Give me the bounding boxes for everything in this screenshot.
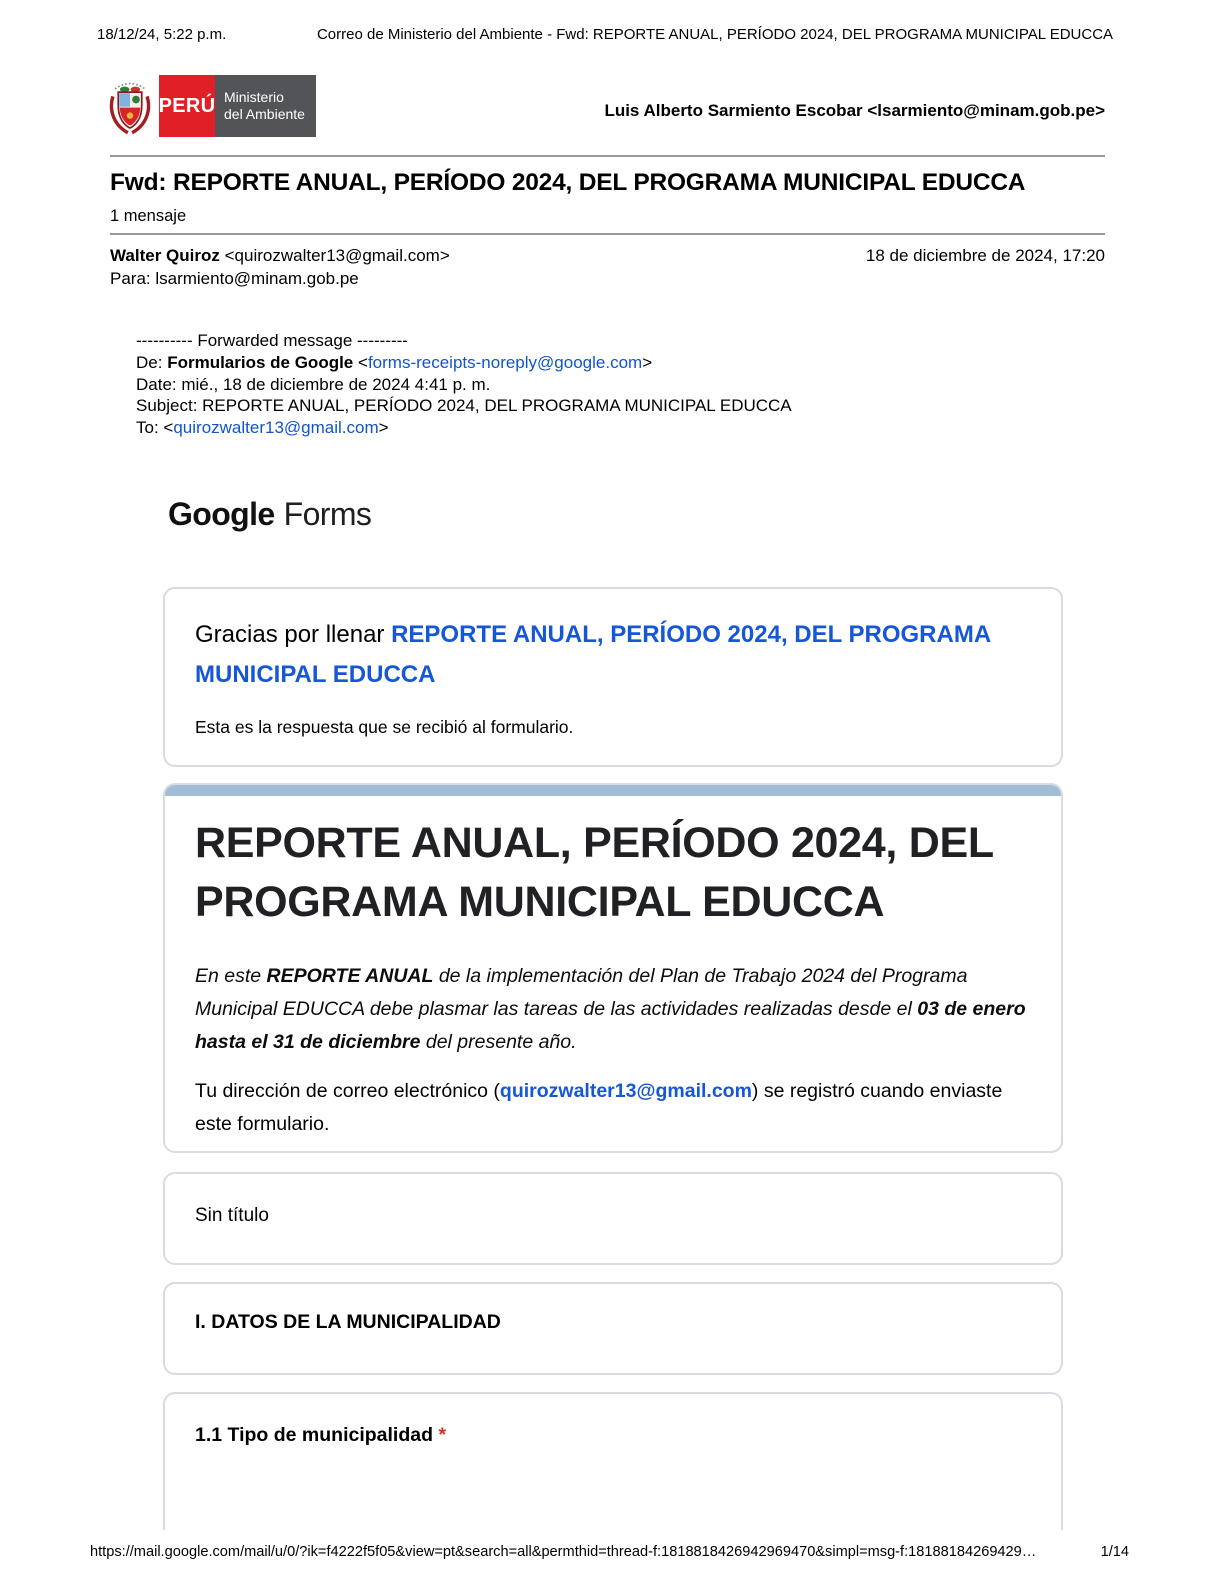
peru-flag-label: PERÚ	[159, 75, 215, 137]
divider	[110, 155, 1105, 157]
message-count: 1 mensaje	[110, 207, 187, 225]
bracket: >	[378, 418, 389, 438]
footer-url: https://mail.google.com/mail/u/0/?ik=f4222f5f05&view=pt&search=all&permthid=thread-f:1818818426942969470&simpl=msg-f:18188184269429…	[90, 1544, 1037, 1560]
forwarded-from-email-link[interactable]: forms-receipts-noreply@google.com	[367, 352, 643, 372]
email-note-seg: Tu dirección de correo electrónico (	[195, 1080, 500, 1102]
untitled-card	[163, 1172, 1063, 1265]
desc-seg: del presente año.	[420, 1031, 577, 1053]
bracket: <	[163, 418, 174, 438]
desc-seg-bold: 03 de enero hasta el 31 de diciembre	[195, 998, 1026, 1053]
required-asterisk: *	[438, 1424, 447, 1446]
sent-date: 18 de diciembre de 2024, 17:20	[865, 246, 1105, 265]
ministry-name	[215, 75, 316, 137]
forwarded-from-line	[136, 352, 792, 374]
sender	[110, 246, 450, 266]
forwarded-to-line	[136, 417, 792, 439]
mailbox-owner: Luis Alberto Sarmiento Escobar <lsarmiento@minam.gob.pe>	[604, 101, 1105, 120]
forwarded-to-email-link[interactable]: quirozwalter13@gmail.com	[173, 418, 379, 438]
thanks-intro: Gracias por llenar	[195, 621, 392, 648]
sender-email: <quirozwalter13@gmail.com>	[219, 246, 450, 265]
section-card	[163, 1282, 1063, 1375]
form-card	[163, 783, 1063, 1153]
untitled-label: Sin título	[195, 1205, 269, 1226]
thread-subject: Fwd: REPORTE ANUAL, PERÍODO 2024, DEL PROGRAMA MUNICIPAL EDUCCA	[110, 169, 1026, 196]
form-description	[195, 960, 1031, 1059]
forwarded-date-line: Date: mié., 18 de diciembre de 2024 4:41 p. m.	[136, 374, 491, 394]
recipient-line: Para: lsarmiento@minam.gob.pe	[110, 269, 359, 288]
minam-logo	[105, 75, 316, 137]
bracket: <	[353, 352, 368, 372]
form-title-link[interactable]: REPORTE ANUAL, PERÍODO 2024, DEL PROGRAMA MUNICIPAL EDUCCA	[195, 621, 991, 688]
desc-seg: de la implementación del Plan de Trabajo 2024 del Programa Municipal EDUCCA debe plasmar las tareas de las actividades realizadas desde el	[195, 965, 968, 1020]
print-title: Correo de Ministerio del Ambiente - Fwd: REPORTE ANUAL, PERÍODO 2024, DEL PROGRAMA MUNICIPAL EDUCCA	[316, 26, 1114, 43]
divider	[110, 233, 1105, 235]
desc-seg-bold: REPORTE ANUAL	[266, 965, 434, 987]
forwarded-separator: ---------- Forwarded message ---------	[136, 331, 408, 350]
ministry-name-line2: del Ambiente	[224, 106, 305, 122]
print-header	[97, 26, 1127, 43]
thanks-headline	[195, 615, 1031, 695]
form-email-note	[195, 1075, 1031, 1141]
google-forms-logo	[168, 496, 371, 533]
forwarded-from-name: Formularios de Google	[167, 352, 354, 372]
google-wordmark: Google	[168, 496, 275, 532]
question-card	[163, 1392, 1063, 1530]
page-indicator: 1/14	[1100, 1544, 1129, 1560]
email-note-seg: ) se registró cuando enviaste este formulario.	[195, 1080, 1003, 1135]
question-label: 1.1 Tipo de municipalidad	[195, 1424, 439, 1446]
forwarded-from-label: De:	[136, 352, 168, 372]
form-card-topbar	[165, 785, 1061, 796]
form-card-body	[165, 796, 1061, 1141]
bracket: >	[642, 352, 653, 372]
desc-seg: En este	[195, 965, 267, 987]
section-title: I. DATOS DE LA MUNICIPALIDAD	[195, 1311, 501, 1333]
form-title: REPORTE ANUAL, PERÍODO 2024, DEL PROGRAMA MUNICIPAL EDUCCA	[195, 819, 994, 926]
thanks-card	[163, 587, 1063, 767]
forms-wordmark: Forms	[283, 496, 372, 532]
peru-coat-of-arms-icon	[105, 75, 155, 137]
forwarded-to-label: To:	[136, 418, 164, 438]
respondent-email-link[interactable]: quirozwalter13@gmail.com	[499, 1080, 752, 1102]
thanks-note: Esta es la respuesta que se recibió al formulario.	[195, 717, 574, 737]
ministry-name-line1: Ministerio	[224, 89, 284, 105]
print-datetime: 18/12/24, 5:22 p.m.	[97, 26, 227, 43]
sender-line	[110, 246, 1105, 266]
sender-name: Walter Quiroz	[110, 246, 220, 265]
forwarded-subject-line: Subject: REPORTE ANUAL, PERÍODO 2024, DEL PROGRAMA MUNICIPAL EDUCCA	[136, 396, 792, 416]
forwarded-block	[136, 330, 792, 439]
print-footer	[90, 1544, 1129, 1560]
